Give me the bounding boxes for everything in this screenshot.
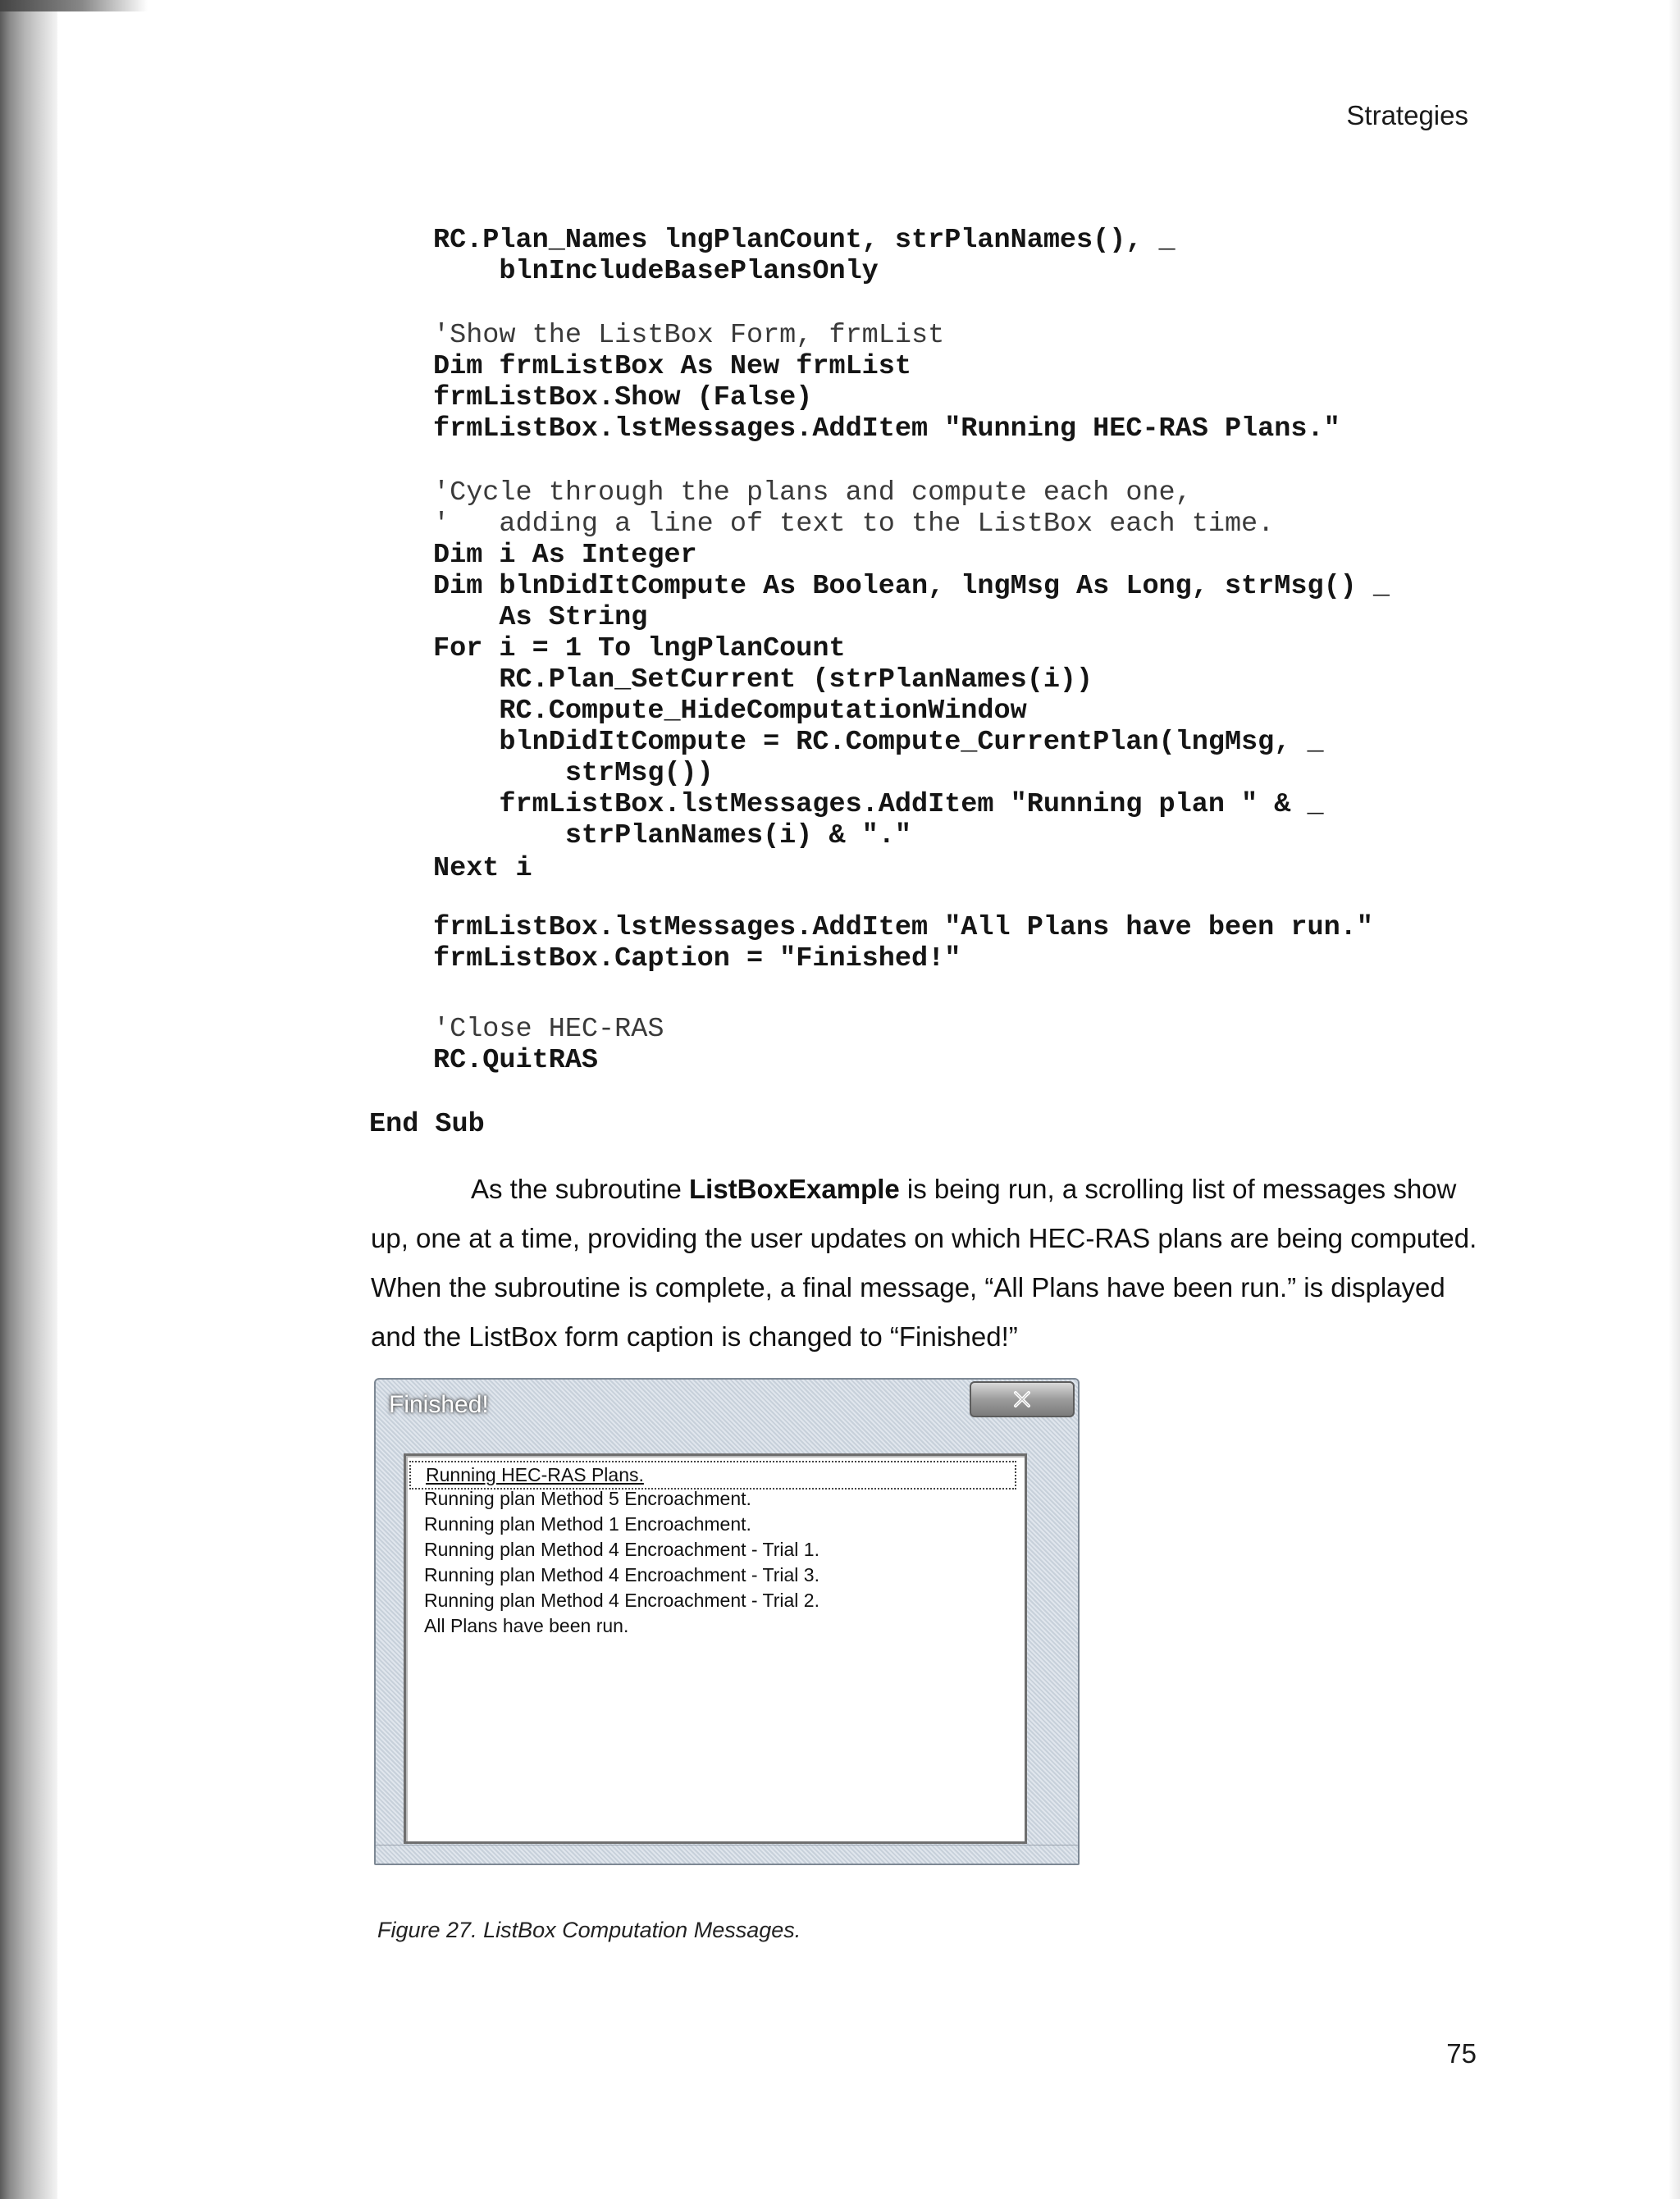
- dialog-title: Finished!: [389, 1391, 489, 1418]
- code-line: As String: [433, 602, 648, 633]
- running-head: Strategies: [1346, 100, 1468, 130]
- code-line: strMsg()): [433, 758, 714, 789]
- code-line: RC.Plan_Names lngPlanCount, strPlanNames(), _: [433, 225, 1176, 256]
- list-item-selected[interactable]: Running HEC-RAS Plans.: [409, 1461, 1016, 1490]
- code-line: RC.QuitRAS: [433, 1045, 599, 1076]
- code-comment-line: 'Cycle through the plans and compute each one,: [433, 477, 1192, 509]
- code-line: strPlanNames(i) & ".": [433, 820, 911, 851]
- list-item[interactable]: All Plans have been run.: [424, 1615, 629, 1636]
- page-number: 75: [1446, 2038, 1477, 2069]
- page-gutter-shadow: [0, 0, 57, 2199]
- close-icon: [1011, 1390, 1033, 1408]
- code-line: Dim blnDidItCompute As Boolean, lngMsg As Long, strMsg() _: [433, 571, 1390, 602]
- code-comment-line: 'Show the ListBox Form, frmList: [433, 320, 945, 351]
- page-edge-shadow: [1669, 0, 1680, 2199]
- code-line: blnIncludeBasePlansOnly: [433, 256, 879, 287]
- code-line: End Sub: [369, 1109, 485, 1140]
- list-item[interactable]: Running plan Method 4 Encroachment - Trial 1.: [424, 1539, 819, 1560]
- page-top-shadow: [0, 0, 148, 11]
- close-button[interactable]: [970, 1381, 1075, 1417]
- subroutine-name: ListBoxExample: [689, 1174, 900, 1204]
- code-line: blnDidItCompute = RC.Compute_CurrentPlan(lngMsg, _: [433, 727, 1324, 758]
- code-line: Next i: [433, 853, 532, 884]
- dialog-bottom-border: [376, 1845, 1078, 1864]
- paragraph-text-1: As the subroutine: [471, 1174, 689, 1204]
- list-item[interactable]: Running plan Method 4 Encroachment - Trial 2.: [424, 1590, 819, 1611]
- dialog-titlebar[interactable]: [376, 1380, 1078, 1426]
- code-line: For i = 1 To lngPlanCount: [433, 633, 846, 664]
- code-line: Dim i As Integer: [433, 540, 697, 571]
- code-line: frmListBox.lstMessages.AddItem "Running HEC-RAS Plans.": [433, 413, 1340, 445]
- list-item[interactable]: Running plan Method 1 Encroachment.: [424, 1513, 751, 1535]
- code-line: frmListBox.Show (False): [433, 382, 813, 413]
- code-line: Dim frmListBox As New frmList: [433, 351, 911, 382]
- list-item[interactable]: Running plan Method 5 Encroachment.: [424, 1488, 751, 1509]
- code-line: frmListBox.Caption = "Finished!": [433, 943, 961, 974]
- code-line: frmListBox.lstMessages.AddItem "Running plan " & _: [433, 789, 1324, 820]
- paragraph-text-2: is being run, a scrolling list of messages show up, one at a time, providing the user updates on which HEC-RAS plans are being computed. When the subroutine is complete, a final message, “All Plans have been run.” is displayed and the ListBox form caption is changed to “Finished!”: [371, 1174, 1477, 1352]
- figure-caption: Figure 27. ListBox Computation Messages.: [377, 1918, 801, 1942]
- code-comment-line: ' adding a line of text to the ListBox each time.: [433, 509, 1275, 540]
- code-line: RC.Plan_SetCurrent (strPlanNames(i)): [433, 664, 1093, 696]
- list-item[interactable]: Running plan Method 4 Encroachment - Trial 3.: [424, 1564, 819, 1585]
- code-line: frmListBox.lstMessages.AddItem "All Plans have been run.": [433, 912, 1373, 943]
- code-comment-line: 'Close HEC-RAS: [433, 1014, 664, 1045]
- messages-listbox[interactable]: [404, 1453, 1027, 1844]
- body-paragraph: [371, 1165, 1480, 1362]
- code-line: RC.Compute_HideComputationWindow: [433, 696, 1027, 727]
- finished-dialog-window: [374, 1378, 1080, 1865]
